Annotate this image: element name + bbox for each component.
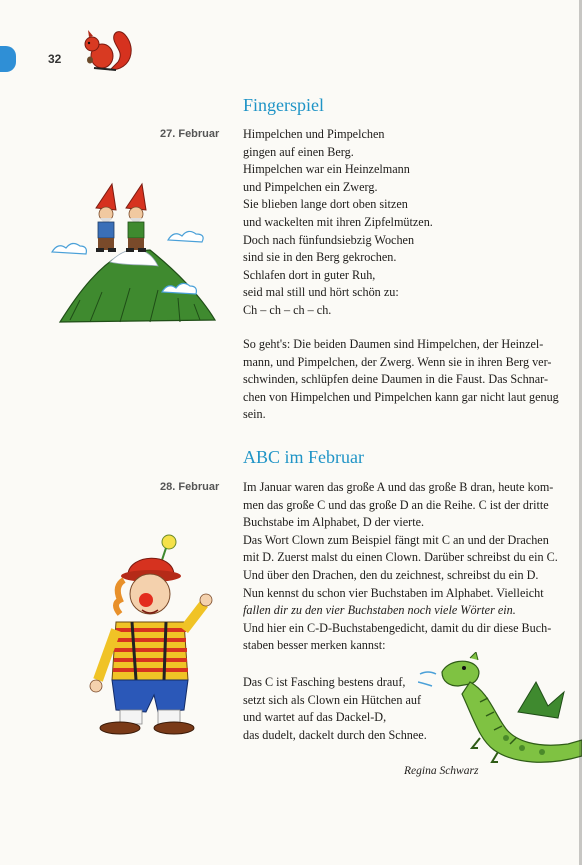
page-number: 32 <box>48 52 62 66</box>
poem-line: Himpelchen war ein Heinzelmann <box>243 162 410 177</box>
abc-line: mit D. Zuerst malst du einen Clown. Darüber schreibst du ein C. <box>243 550 558 565</box>
fingerspiel-title: Fingerspiel <box>243 95 324 115</box>
abc-line: Das Wort Clown zum Beispiel fängt mit C an und der Drachen <box>243 532 549 547</box>
poem-line: Doch nach fünfundsiebzig Wochen <box>243 232 415 247</box>
abc-line: Nun kennst du schon vier Buchstaben im Alphabet. Vielleicht <box>243 585 544 600</box>
abc-line: Im Januar waren das große A und das große B dran, heute kom- <box>243 480 554 494</box>
explanation-line: schwinden, schlüpfen deine Daumen in die Faust. Das Schnar- <box>243 372 549 387</box>
poem-line: Sie blieben lange dort oben sitzen <box>243 197 408 212</box>
poem-line: gingen auf einen Berg. <box>243 144 354 159</box>
abc-italic-line: fallen dir zu den vier Buchstaben noch viele Wörter ein. <box>243 603 516 618</box>
fingerspiel-date: 27. Februar <box>160 128 220 140</box>
gnomes-mountain-illustration <box>50 180 220 330</box>
clown-illustration <box>76 530 216 740</box>
dragon-illustration <box>418 652 582 772</box>
poem-line: Schlafen dort in guter Ruh, <box>243 267 376 282</box>
poem-line: das dudelt, dackelt durch den Schnee. <box>243 727 427 742</box>
poem-line: setzt sich als Clown ein Hütchen auf <box>243 692 422 707</box>
explanation-line: mann, und Pimpelchen, der Zwerg. Wenn sie in ihren Berg ver- <box>243 354 552 369</box>
abc-line: Und über den Drachen, den du zeichnest, schreibst du ein D. <box>243 567 539 582</box>
explanation-line: So geht's: Die beiden Daumen sind Himpelchen, der Heinzel- <box>243 337 544 351</box>
abc-line: Buchstabe im Alphabet, D der vierte. <box>243 515 425 530</box>
poem-author: Regina Schwarz <box>404 765 479 777</box>
abc-poem <box>243 674 427 744</box>
fingerspiel-explanation <box>243 336 559 424</box>
fingerspiel-poem <box>243 126 433 320</box>
abc-line: Und hier ein C-D-Buchstabengedicht, damit du dir diese Buch- <box>243 620 552 635</box>
explanation-line: sein. <box>243 407 266 422</box>
squirrel-illustration <box>76 26 136 76</box>
poem-line: und Pimpelchen ein Zwerg. <box>243 179 378 194</box>
explanation-line: chen von Himpelchen und Pimpelchen kann gar nicht laut genug <box>243 389 559 404</box>
abc-line: men das große C und das große D an die Reihe. C ist der dritte <box>243 497 549 512</box>
poem-line: Das C ist Fasching bestens drauf, <box>243 675 406 689</box>
page-edge-tab <box>0 46 16 72</box>
poem-line: sind sie in den Berg gekrochen. <box>243 250 397 265</box>
abc-title: ABC im Februar <box>243 447 364 467</box>
abc-date: 28. Februar <box>160 481 220 493</box>
poem-line: und wartet auf das Dackel-D, <box>243 710 387 725</box>
poem-line: Himpelchen und Pimpelchen <box>243 127 385 141</box>
poem-line: und wackelten mit ihren Zipfelmützen. <box>243 214 433 229</box>
poem-line: Ch – ch – ch – ch. <box>243 302 332 317</box>
abc-text <box>243 479 558 655</box>
abc-line: staben besser merken kannst: <box>243 638 386 653</box>
poem-line: seid mal still und hört schön zu: <box>243 285 399 300</box>
